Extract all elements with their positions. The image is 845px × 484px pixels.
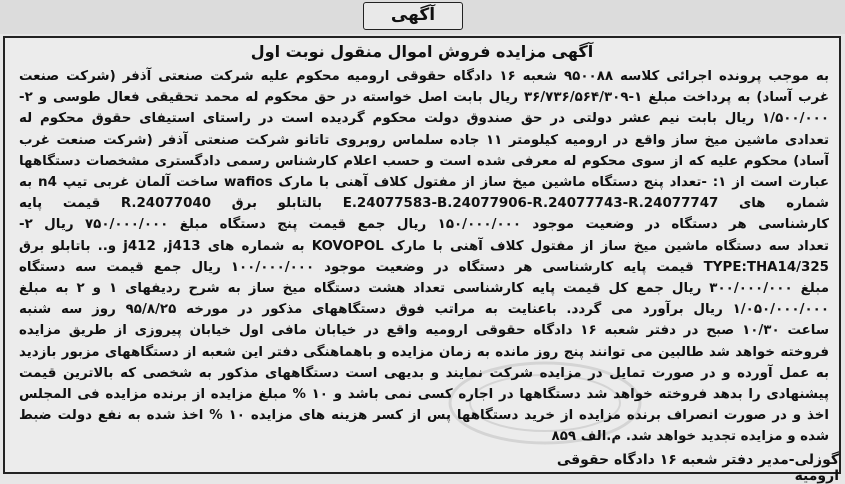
notice-line: به عمل آورده و در صورت تمایل در مزایده شرکت نمایند و بدیهی است دستگاههای مذکور به شخصی که بالاترین قیمت: [19, 365, 829, 381]
notice-line: عبارت است از ۱: -تعداد پنج دستگاه ماشین میخ ساز از مفتول کلاف آهنی با مارک wafios ساخت آلمان غربی تیپ n4 به: [19, 175, 829, 191]
notice-line: پیشنهادی را بدهد فروخته خواهد شد دستگاهها در اجاره کسی نمی باشد و ۱۰ % مبلغ مزایده از برنده مزایده فی المجلس: [19, 387, 829, 403]
notice-body: [19, 66, 829, 448]
notice-title: آگهی مزایده فروش اموال منقول نوبت اول: [250, 42, 594, 61]
notice-line: غرب آساد) به پرداخت مبلغ ۱-۳۶/۷۳۶/۵۶۴/۳۰۹ ریال بابت اصل خواسته در حق محکوم له محمد تحقیقی فعال طوسی و ۲-: [19, 90, 829, 106]
header-strip: [0, 0, 845, 34]
section-label: آگهی: [363, 2, 463, 30]
notice-line: به موجب پرونده اجرائی کلاسه ۹۵۰۰۸۸ شعبه ۱۶ دادگاه حقوقی ارومیه محکوم علیه شرکت صنعتی آذفر (شرکت صنعت: [19, 69, 829, 84]
notice-line: مبلغ ۳۰۰/۰۰۰/۰۰۰ ریال جمع کل قیمت پایه کارشناسی تعداد هشت دستگاه میخ ساز به شرح ردیفهای ۱ و ۲ به مبلغ: [19, 281, 829, 297]
notice-line: ۱/۰۵۰/۰۰۰/۰۰۰ ریال برآورد می گردد. باعنایت به مراتب فوق دستگاههای مذکور در مورخه ۹۵/۸/۲۵ روز سه شنبه: [19, 302, 829, 318]
notice-line: ۱/۵۰۰/۰۰۰ ریال بابت نیم عشر دولتی در حق صندوق دولت محکوم گردیده است در راستای استیفای حقوق محکوم له: [19, 111, 829, 127]
notice-line: تعدادی ماشین میخ ساز واقع در ارومیه کیلومتر ۱۱ جاده سلماس روبروی تاتانو شرکت صنعتی آذفر (شرکت صنعت غرب: [19, 132, 829, 148]
notice-line: فروخته خواهد شد طالبین می توانند پنج روز مانده به زمان مزایده و باهماهنگی دفتر این شعبه از دستگاههای مزبور بازدید: [19, 344, 829, 360]
notice-line: TYPE:THA14/325 قیمت پایه کارشناسی هر دستگاه در وضعیت موجود ۱۰۰/۰۰۰/۰۰۰ ریال جمع قیمت سه دستگاه: [19, 259, 829, 275]
notice-line: شده و مزایده تجدید خواهد شد. م.الف ۸۵۹: [551, 429, 829, 445]
notice-line: شماره های E.24077583-B.24077906-R.24077743-R.24077747 بالتابلو برق R.24077040 قیمت پایه: [19, 196, 829, 212]
notice-line: تعداد سه دستگاه ماشین میخ ساز از مفتول کلاف آهنی با مارک KOVOPOL به شماره های j412 ,j413 و.. باتابلو برق: [19, 238, 829, 254]
notice-line: ساعت ۱۰/۳۰ صبح در دفتر شعبه ۱۶ دادگاه حقوقی ارومیه واقع در خیابان مافی اول خیابان پیروزی از طریق مزایده: [19, 323, 829, 339]
notice-line: اخذ و در صورت انصراف برنده مزایده از خرید دستگاهها پس از کسر هزینه های مزایده ۱۰ % اخذ شده به نفع دولت ضبط: [19, 408, 829, 424]
notice-line: کارشناسی هر دستگاه در وضعیت موجود ۱۵۰/۰۰۰/۰۰۰ ریال جمع قیمت پنج دستگاه مبلغ ۷۵۰/۰۰۰/۰۰۰ ریال ۲-: [19, 217, 829, 233]
notice-line: آساد) محکوم علیه که از سوی محکوم له معرفی شده است و حسب اعلام کارشناس رسمی دادگستری مشخصات دستگاهها: [19, 153, 829, 169]
auction-notice-box: [3, 36, 841, 484]
signature-line: گوزلی-مدیر دفتر شعبه ۱۶ دادگاه حقوقی ارومیه: [556, 452, 839, 484]
